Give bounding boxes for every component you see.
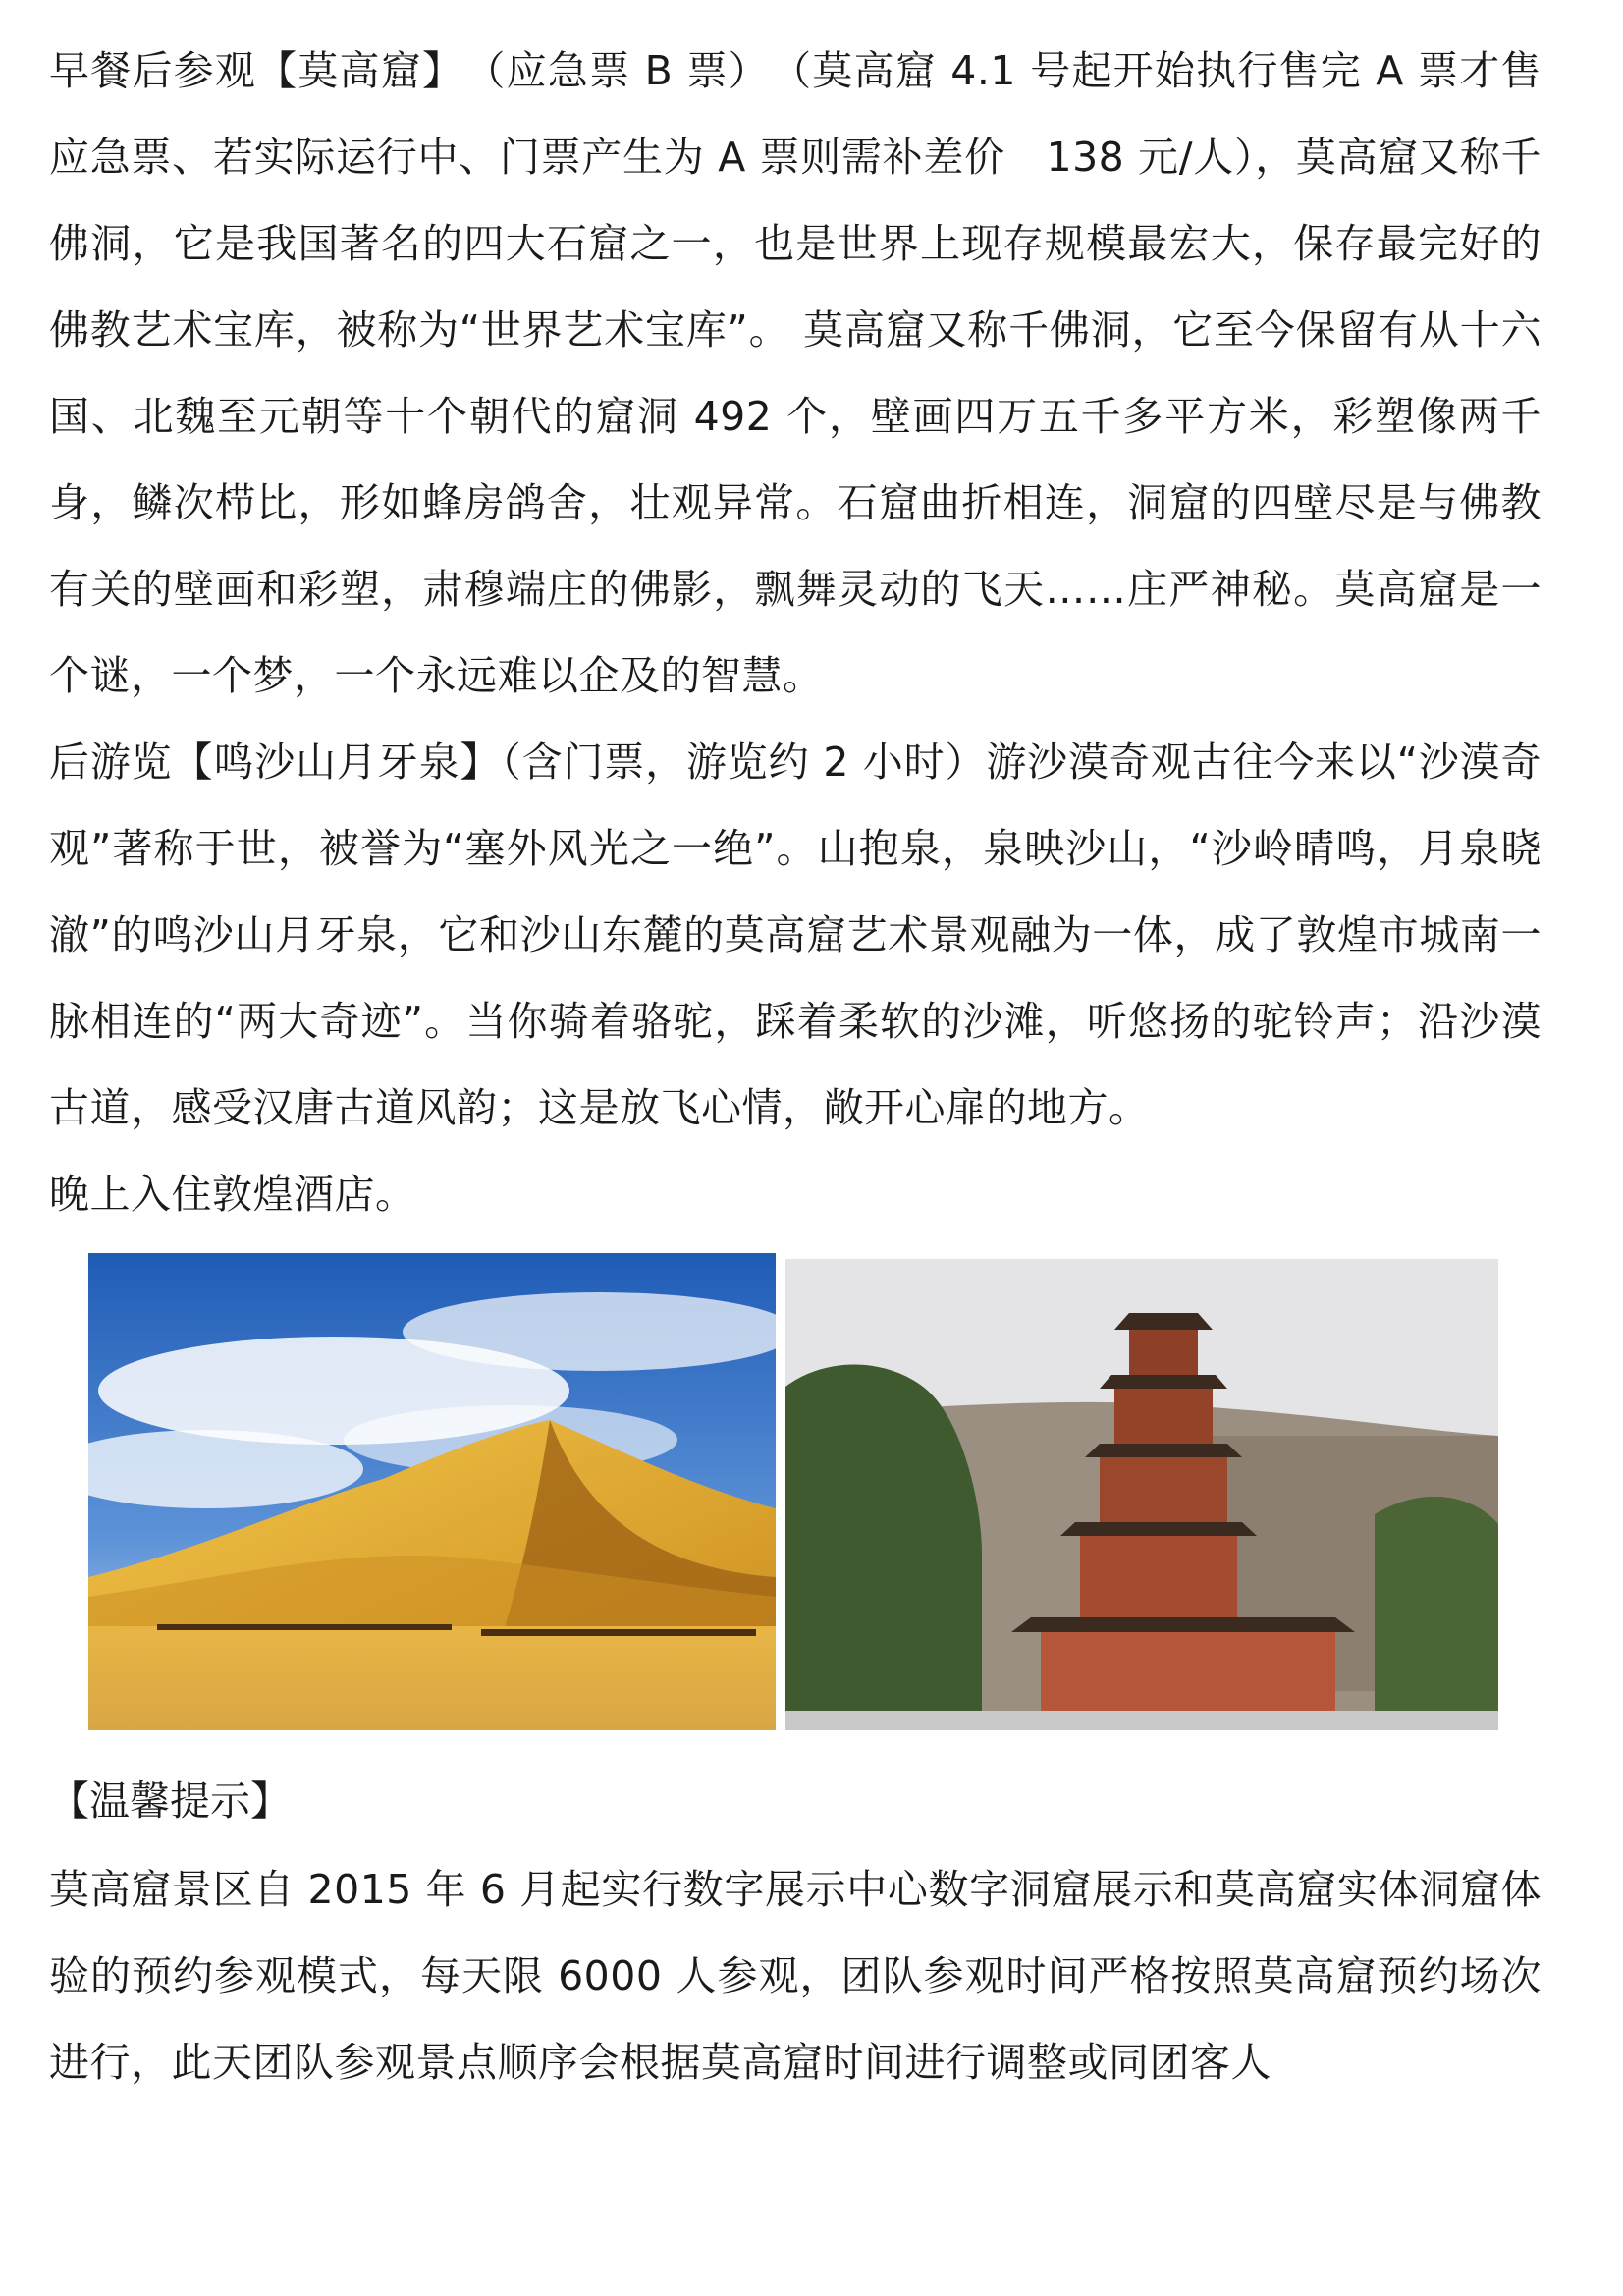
mogao-nine-storey-pavilion-photo <box>785 1259 1498 1730</box>
tips-heading: 【温馨提示】 <box>49 1777 291 1825</box>
mingsha-mountain-paragraph: 后游览【鸣沙山月牙泉】（含门票，游览约 2 小时）游沙漠奇观古往今来以“沙漠奇观”著称于世，被誉为“塞外风光之一绝”。山抱泉，泉映沙山，“沙岭晴鸣，月泉晓澈”的鸣沙山月牙泉，它和沙山东麓的莫高窟艺术景观融为一体，成了敦煌市城南一脉相连的“两大奇迹”。当你骑着骆驼，踩着柔软的沙滩，听悠扬的驼铃声；沿沙漠古道，感受汉唐古道风韵；这是放飞心情，敞开心扉的地方。 <box>49 738 1542 1131</box>
desert-camel-photo <box>88 1253 776 1730</box>
photo-row <box>49 1253 1542 1744</box>
document-page <box>49 27 1542 2105</box>
tips-body: 莫高窟景区自 2015 年 6 月起实行数字展示中心数字洞窟展示和莫高窟实体洞窟体验的预约参观模式，每天限 6000 人参观，团队参观时间严格按照莫高窟预约场次进行，此天团队参观景点顺序会根据莫高窟时间进行调整或同团客人 <box>49 1866 1542 2086</box>
mogao-caves-paragraph: 早餐后参观【莫高窟】 （应急票 B 票） （莫高窟 4.1 号起开始执行售完 A 票才售应急票、若实际运行中、门票产生为 A 票则需补差价 138 元/人），莫高窟又称千佛洞，它是我国著名的四大石窟之一，也是世界上现存规模最宏大，保存最完好的佛教艺术宝库，被称为“世界艺术宝库”。 莫高窟又称千佛洞，它至今保留有从十六国、北魏至元朝等十个朝代的窟洞 492 个，壁画四万五千多平方米，彩塑像两千身，鳞次栉比，形如蜂房鸽舍，壮观异常。石窟曲折相连，洞窟的四壁尽是与佛教有关的壁画和彩塑，肃穆端庄的佛影，飘舞灵动的飞天……庄严神秘。莫高窟是一个谜，一个梦，一个永远难以企及的智慧。 <box>49 47 1542 699</box>
hotel-paragraph: 晚上入住敦煌酒店。 <box>49 1171 416 1218</box>
